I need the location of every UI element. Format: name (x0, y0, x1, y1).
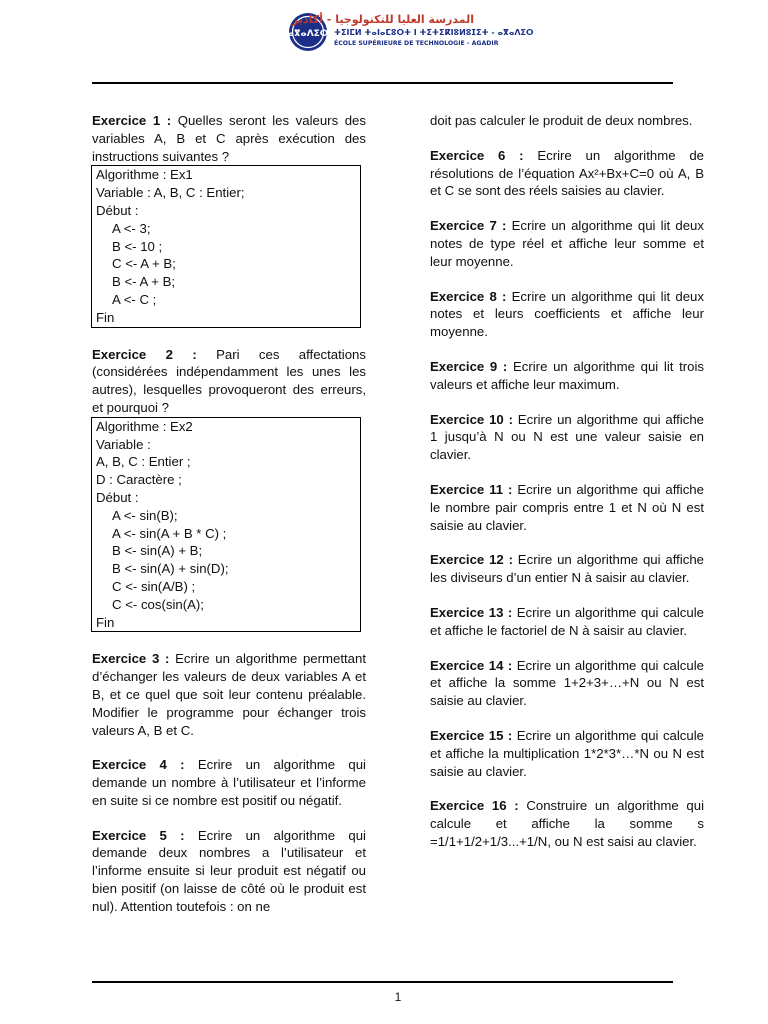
exercise-title: Exercice 13 : (430, 604, 513, 620)
exercise-12 (430, 551, 704, 587)
code-line: Variable : A, B, C : Entier; (96, 185, 245, 201)
exercise-text: Ecrire un algorithme qui calcule et affiche le factoriel de N à saisir au clavier. (430, 604, 704, 638)
code-line: Algorithme : Ex2 (96, 418, 193, 434)
code-line: C <- A + B; (112, 256, 176, 272)
exercise-5 (92, 827, 366, 916)
school-name-french: ÉCOLE SUPÉRIEURE DE TECHNOLOGIE - AGADIR (334, 40, 499, 47)
exercise-text: Ecrire un algorithme qui affiche 1 jusqu’à N ou N est une valeur saisie en clavier. (430, 411, 704, 463)
exercise-8 (430, 288, 704, 341)
exercise-16 (430, 797, 704, 850)
exercise-title: Exercice 15 : (430, 727, 513, 743)
exercise-title: Exercice 2 : (92, 346, 197, 362)
code-line: Algorithme : Ex1 (96, 167, 193, 183)
exercise-title: Exercice 8 : (430, 288, 507, 304)
header-rule (92, 82, 673, 84)
exercise-text: Quelles seront les valeurs des variables A, B et C après exécution des instructions suivantes ? (92, 113, 366, 164)
exercise-3 (92, 650, 366, 739)
exercise-15 (430, 727, 704, 780)
code-line: A, B, C : Entier ; (96, 454, 191, 470)
code-line: B <- sin(A) + sin(D); (112, 561, 229, 577)
exercise-7 (430, 217, 704, 270)
exercise-title: Exercice 9 : (430, 358, 508, 374)
exercise-text: Ecrire un algorithme qui calcule et affiche la multiplication 1*2*3*…*N ou N est saisie au clavier. (430, 727, 704, 779)
exercise-text: Ecrire un algorithme qui lit deux notes et leurs coefficients et affiche leur moyenne. (430, 288, 704, 340)
school-name-tifinagh: ⵜⵉⵏⵎⵍ ⵜⴰⵏⴰⵎⵓⵔⵜ ⵏ ⵜⵉⵜⵉⴽⵏⵓⵍⵓⵊⵉⵜ - ⴰⴳⴰⴷⵉⵔ (334, 28, 534, 37)
exercise-text: Ecrire un algorithme qui affiche le nombre pair compris entre 1 et N où N est saisie au clavier. (430, 481, 704, 533)
exercise-title: Exercice 6 : (430, 147, 524, 163)
code-line: A <- 3; (112, 220, 151, 236)
exercise-title: Exercice 7 : (430, 218, 507, 234)
exercise-title: Exercice 14 : (430, 657, 513, 673)
exercise-6 (430, 147, 704, 200)
code-line: D : Caractère ; (96, 472, 182, 488)
exercise-13 (430, 604, 704, 640)
code-line: Début : (96, 489, 139, 505)
code-line: B <- sin(A) + B; (112, 543, 203, 559)
code-line: B <- 10 ; (112, 238, 163, 254)
exercise-text: Ecrire un algorithme qui lit deux notes de type réel et affiche leur somme et leur moyenne. (430, 218, 704, 269)
exercise-text: Ecrire un algorithme permettant d’échanger les valeurs de deux variables A et B, et ce quel que soit leur contenu préalable. Modifier le programme pour échanger trois valeurs A, B et C. (92, 651, 366, 738)
exercise-title: Exercice 1 : (92, 113, 172, 128)
code-line: A <- sin(B); (112, 507, 178, 523)
exercise-text: Ecrire un algorithme de résolutions de l’équation Ax²+Bx+C=0 où A, B et C se sont des réels saisies au clavier. (430, 147, 704, 199)
exercise-text: Construire un algorithme qui calcule et affiche la somme s =1/1+1/2+1/3...+1/N, ou N est saisi au clavier. (430, 798, 705, 849)
exercise-title: Exercice 4 : (92, 757, 185, 773)
exercise-2 (92, 346, 366, 417)
code-line: A <- C ; (112, 291, 157, 307)
exercise-1 (92, 112, 366, 165)
left-column (92, 112, 366, 933)
code-line: Début : (96, 202, 139, 218)
exercise-title: Exercice 5 : (92, 827, 185, 843)
algorithm-box-2 (91, 417, 361, 633)
exercise-title: Exercice 12 : (430, 552, 513, 568)
exercise-9 (430, 358, 704, 394)
algorithm-box-1 (91, 165, 361, 327)
footer-rule (92, 981, 673, 983)
code-line: Fin (96, 614, 115, 630)
code-line: B <- A + B; (112, 274, 176, 290)
exercise-14 (430, 657, 704, 710)
exercise-11 (430, 481, 704, 534)
exercise-text: Pari ces affectations (considérées indépendamment les unes les autres), lesquelles provoqueront des erreurs, et pourquoi ? (92, 346, 366, 415)
page-number: 1 (394, 990, 402, 1004)
school-logo (288, 12, 534, 54)
exercise-title: Exercice 10 : (430, 411, 513, 427)
exercise-title: Exercice 16 : (430, 798, 519, 814)
exercise-title: Exercice 11 : (430, 481, 513, 497)
exercise-text: Ecrire un algorithme qui demande un nombre à l’utilisateur et l’informe en suite si ce nombre est positif ou négatif. (92, 757, 366, 808)
exercise-5-continued: doit pas calculer le produit de deux nombres. (430, 113, 693, 128)
school-name-arabic: المدرسة العليا للتكنولوجيا - أكادير (292, 13, 474, 26)
exercise-text: Ecrire un algorithme qui affiche les diviseurs d’un entier N à saisir au clavier. (430, 552, 704, 586)
code-line: C <- cos(sin(A); (112, 596, 204, 612)
exercise-text: Ecrire un algorithme qui lit trois valeurs et affiche leur maximum. (430, 358, 704, 392)
exercise-4 (92, 756, 366, 809)
code-line: Fin (96, 309, 115, 325)
right-column (430, 112, 704, 868)
code-line: A <- sin(A + B * C) ; (112, 525, 227, 541)
exercise-title: Exercice 3 : (92, 651, 170, 667)
exercise-text: Ecrire un algorithme qui demande deux nombres a l’utilisateur et l’informe ensuite si leur produit est négatif ou bien positif (on laisse de côté où le produit est nul). Attention toutefois : on ne (92, 827, 366, 914)
exercise-text: Ecrire un algorithme qui calcule et affiche la somme 1+2+3+…+N ou N est saisie au clavier. (430, 657, 704, 709)
code-line: C <- sin(A/B) ; (112, 578, 196, 594)
seal-text: ⴰⴳⴰⴷⵉⵔ (288, 29, 328, 39)
exercise-10 (430, 411, 704, 464)
code-line: Variable : (96, 436, 151, 452)
